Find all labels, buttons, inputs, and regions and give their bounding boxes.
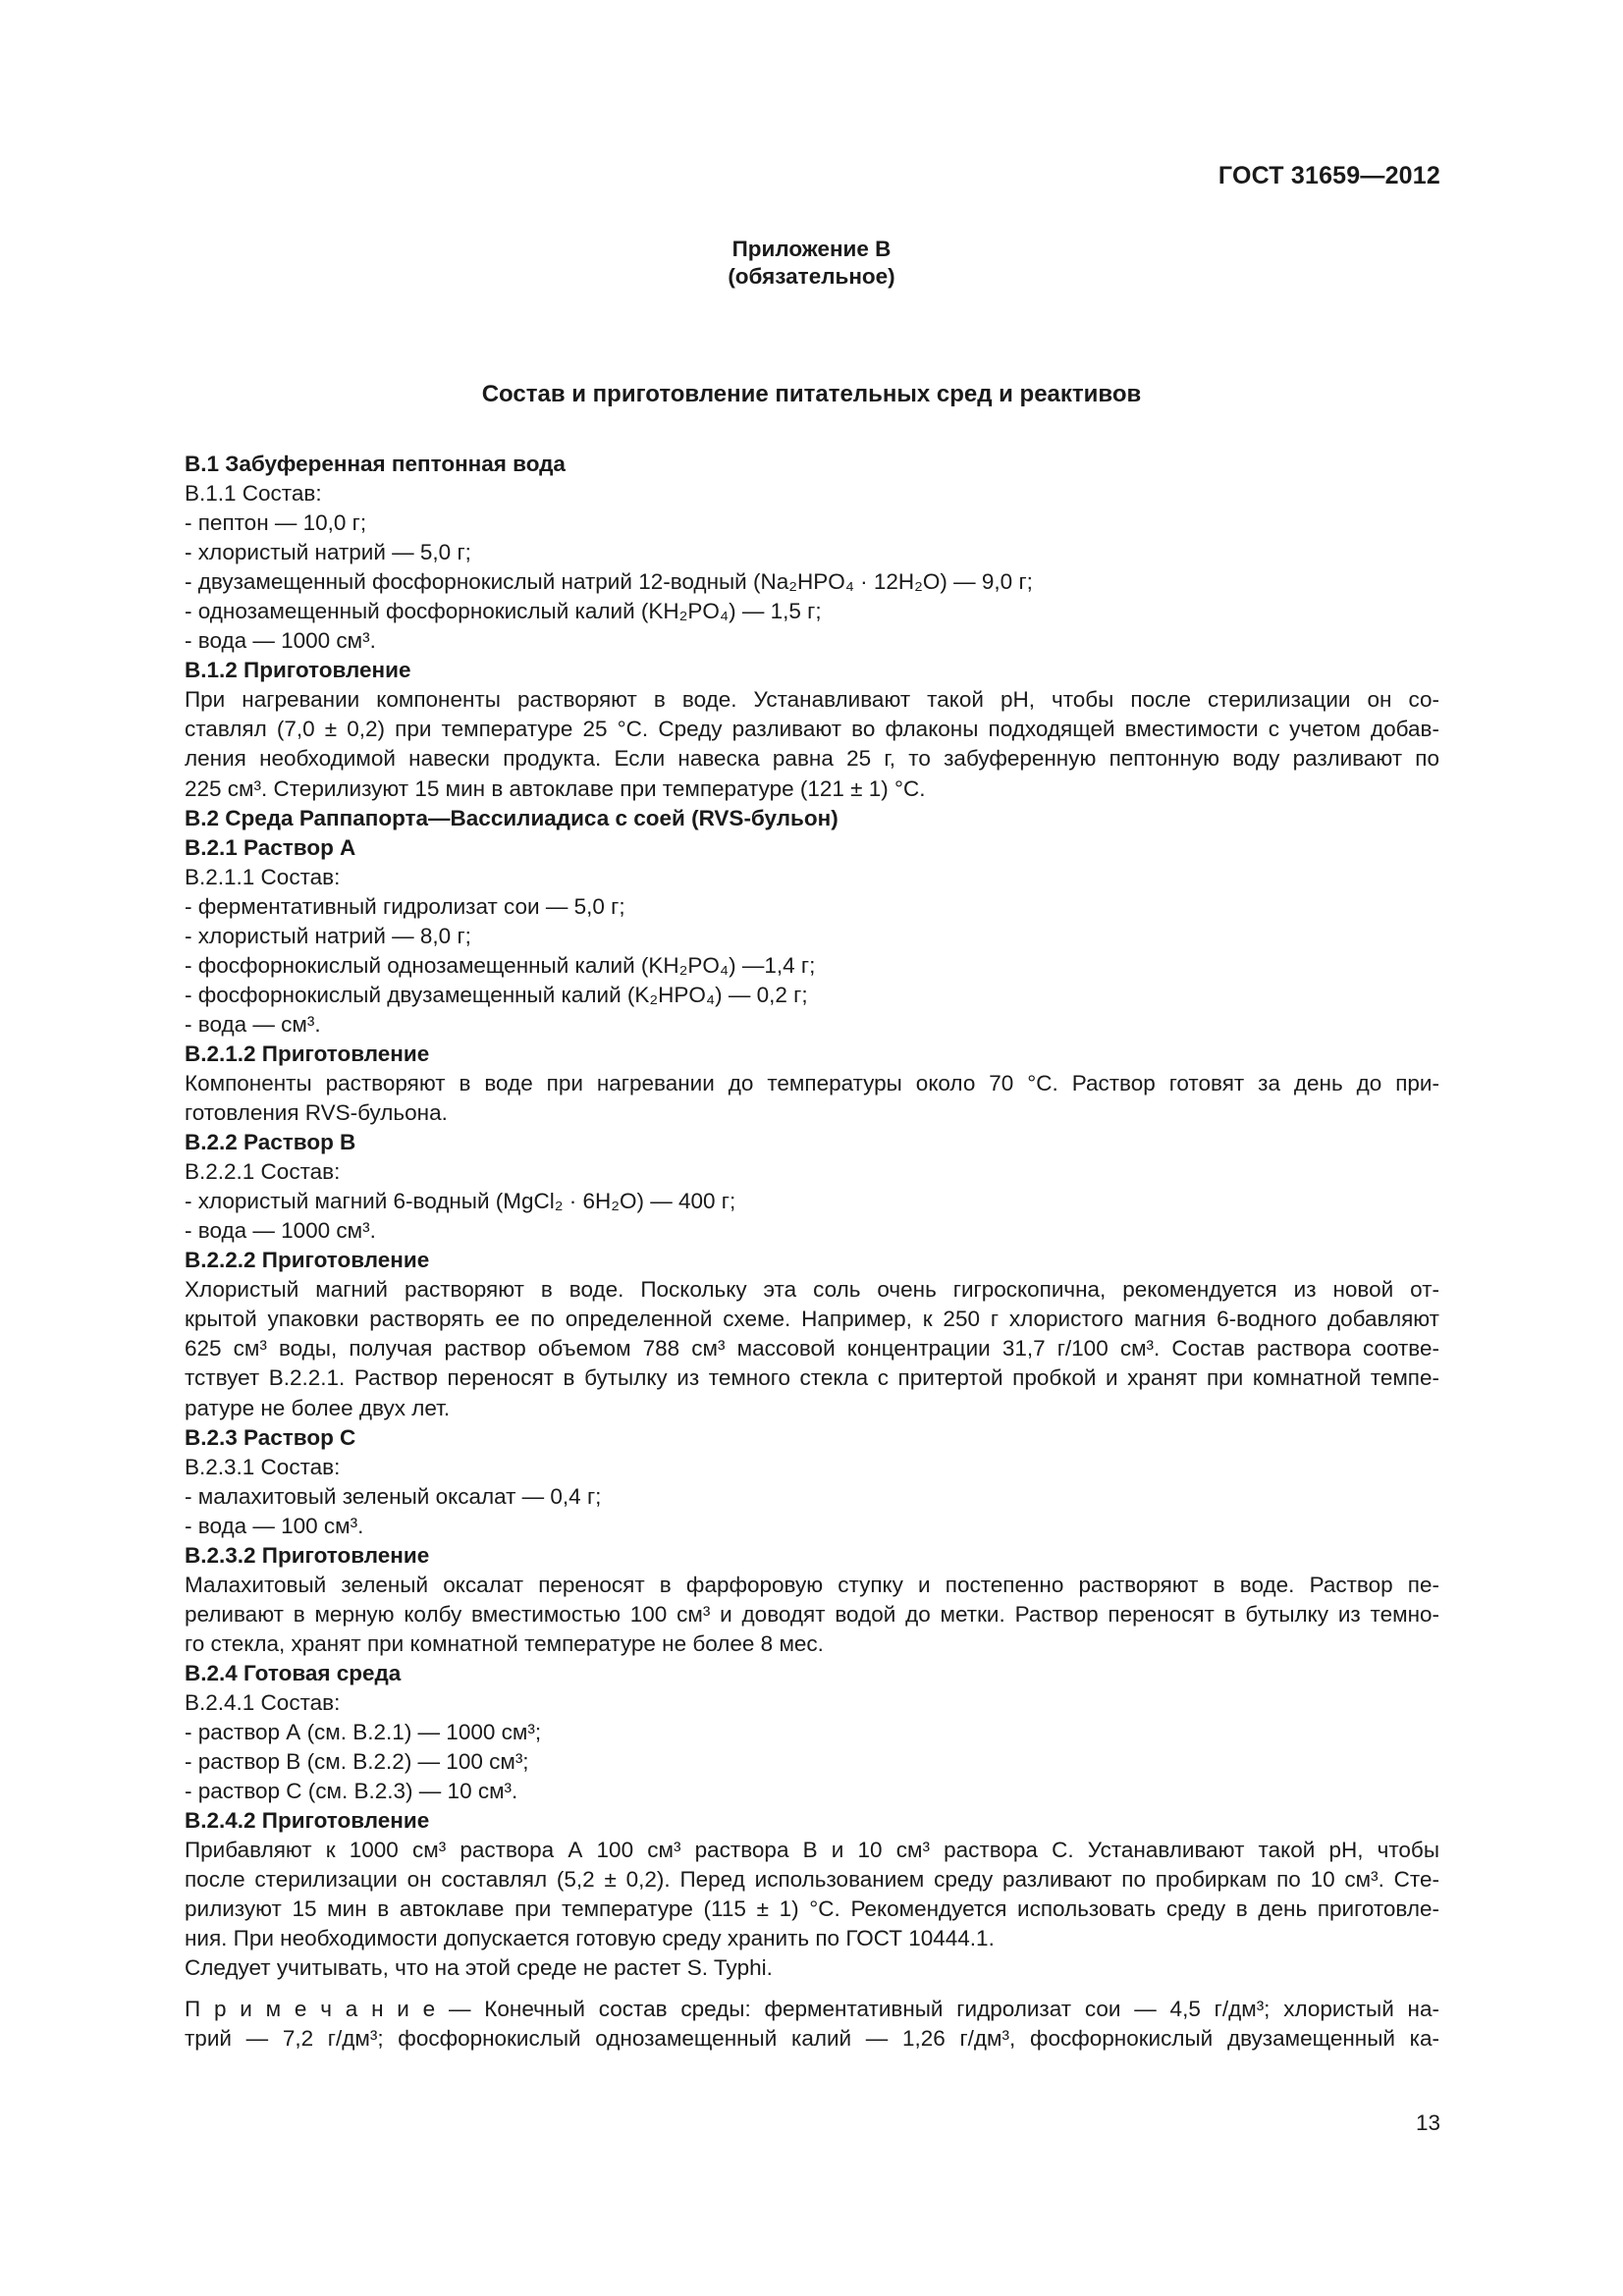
paragraph-line: ления необходимой навески продукта. Если навеска равна 25 г, то забуференную пептонную воду разливают по [185,746,1439,772]
paragraph-line: ния. При необходимости допускается готовую среду хранить по ГОСТ 10444.1. [185,1926,995,1951]
section-heading-b2: В.2 Среда Раппапорта—Вассилиадиса с соей (RVS-бульон) [185,805,839,830]
note-line: трий — 7,2 г/дм³; фосфорнокислый однозамещенный калий — 1,26 г/дм³, фосфорнокислый двузамещенный ка- [185,2026,1439,2052]
subsection-heading-b2-4: В.2.4 Готовая среда [185,1660,402,1685]
list-item: - вода — см³. [185,1011,321,1037]
standard-number: ГОСТ 31659—2012 [1217,162,1440,189]
list-item: - вода — 1000 см³. [185,628,376,654]
list-item: - вода — 100 см³. [185,1513,364,1538]
subsection-heading-b2-3: В.2.3 Раствор С [185,1424,356,1450]
paragraph-line: тствует В.2.2.1. Раствор переносят в бутылку из темного стекла с притертой пробкой и хранят при комнатной темпе- [185,1365,1439,1391]
list-item: - хлористый магний 6-водный (MgCl₂ · 6H₂O) — 400 г; [185,1189,736,1214]
list-item: - малахитовый зеленый оксалат — 0,4 г; [185,1483,602,1509]
paragraph-b2-4-2 [185,1836,1439,1953]
paragraph-line: 225 см³. Стерилизуют 15 мин в автоклаве при температуре (121 ± 1) °С. [185,775,926,801]
subsection-heading-b2-3-1: В.2.3.1 Состав: [185,1454,341,1479]
paragraph-line: 625 см³ воды, получая раствор объемом 788 см³ массовой концентрации 31,7 г/100 см³. Состав раствора соотве- [185,1336,1439,1362]
list-item: - хлористый натрий — 8,0 г; [185,923,471,948]
paragraph-line: крытой упаковки растворять ее по определенной схеме. Например, к 250 г хлористого магния 6-водного добавляют [185,1307,1439,1332]
paragraph-line: го стекла, хранят при комнатной температуре не более 8 мес. [185,1630,824,1656]
note-line: П р и м е ч а н и е — Конечный состав среды: ферментативный гидролизат сои — 4,5 г/дм³; хлористый на- [185,1997,1439,2022]
appendix-status: (обязательное) [728,264,895,289]
list-item: - раствор В (см. В.2.2) — 100 см³; [185,1749,529,1775]
list-item: - пептон — 10,0 г; [185,510,367,536]
subsection-heading-b2-2-2: В.2.2.2 Приготовление [185,1248,430,1273]
paragraph-line: Хлористый магний растворяют в воде. Поскольку эта соль очень гигроскопична, рекомендуется из новой от- [185,1277,1439,1303]
list-item: - фосфорнокислый двузамещенный калий (K₂HPO₄) — 0,2 г; [185,982,808,1007]
list-item: - вода — 1000 см³. [185,1218,376,1244]
paragraph-line: ставлял (7,0 ± 0,2) при температуре 25 °С. Среду разливают во флаконы подходящей вместимости с учетом добав- [185,717,1439,742]
list-item: - раствор А (см. В.2.1) — 1000 см³; [185,1720,542,1745]
paragraph-line: Малахитовый зеленый оксалат переносят в фарфоровую ступку и постепенно растворяют в воде. Раствор пе- [185,1572,1439,1597]
appendix-heading [0,236,1623,291]
subsection-heading-b2-1-2: В.2.1.2 Приготовление [185,1041,430,1066]
paragraph-line: реливают в мерную колбу вместимостью 100 см³ и доводят водой до метки. Раствор переносят в бутылку из темно- [185,1601,1439,1627]
subsection-heading-b2-4-1: В.2.4.1 Состав: [185,1689,341,1715]
subsection-heading-b2-1-1: В.2.1.1 Состав: [185,864,341,889]
list-b2-3-1 [185,1482,1439,1541]
subsection-heading-b2-2: В.2.2 Раствор В [185,1130,356,1155]
subsection-heading-b2-3-2: В.2.3.2 Приготовление [185,1542,430,1568]
paragraph-line: после стерилизации он составлял (5,2 ± 0,2). Перед использованием среду разливают по пробиркам по 10 см³. Сте- [185,1867,1439,1893]
list-b2-1-1 [185,892,1439,1040]
paragraph-line: рилизуют 15 мин в автоклаве при температуре (115 ± 1) °С. Рекомендуется использовать среду в день приготовле- [185,1896,1439,1922]
subsection-heading-b1-2: В.1.2 Приготовление [185,658,411,683]
section-heading-b1: В.1 Забуференная пептонная вода [185,452,566,476]
paragraph-line: готовления RVS-бульона. [185,1100,448,1126]
note [185,1995,1439,2054]
list-item: - однозамещенный фосфорнокислый калий (KH₂PO₄) — 1,5 г; [185,599,822,624]
paragraph-b2-2-2 [185,1275,1439,1422]
list-b1-1 [185,508,1439,656]
paragraph-line: Прибавляют к 1000 см³ раствора А 100 см³ раствора В и 10 см³ раствора С. Устанавливают такой pH, чтобы [185,1838,1439,1863]
paragraph-line: ратуре не более двух лет. [185,1395,451,1420]
list-item: - хлористый натрий — 5,0 г; [185,540,471,565]
document-body [185,450,1439,2055]
paragraph-b2-1-2 [185,1069,1439,1128]
paragraph-line: При нагревании компоненты растворяют в воде. Устанавливают такой pH, чтобы после стерилизации он со- [185,687,1439,713]
list-b2-4-1 [185,1718,1439,1806]
subsection-heading-b2-1: В.2.1 Раствор А [185,834,356,860]
subsection-heading-b2-2-1: В.2.2.1 Состав: [185,1159,341,1185]
page-number: 13 [1415,2110,1440,2135]
paragraph-b2-4-2-extra: Следует учитывать, что на этой среде не растет S. Typhi. [185,1955,773,1981]
subsection-heading-b2-4-2: В.2.4.2 Приготовление [185,1808,430,1834]
main-title: Состав и приготовление питательных сред и реактивов [481,381,1142,407]
appendix-title: Приложение В [731,237,892,261]
paragraph-b2-3-2 [185,1571,1439,1659]
list-item: - фосфорнокислый однозамещенный калий (KH₂PO₄) —1,4 г; [185,952,816,978]
paragraph-line: Компоненты растворяют в воде при нагревании до температуры около 70 °С. Раствор готовят за день до при- [185,1070,1439,1095]
subsection-heading-b1-1: В.1.1 Состав: [185,481,322,507]
list-item: - двузамещенный фосфорнокислый натрий 12-водный (Na₂HPO₄ · 12H₂O) — 9,0 г; [185,569,1033,595]
paragraph-b1-2 [185,685,1439,803]
list-item: - ферментативный гидролизат сои — 5,0 г; [185,893,625,919]
list-b2-2-1 [185,1187,1439,1246]
list-item: - раствор С (см. В.2.3) — 10 см³. [185,1779,518,1804]
